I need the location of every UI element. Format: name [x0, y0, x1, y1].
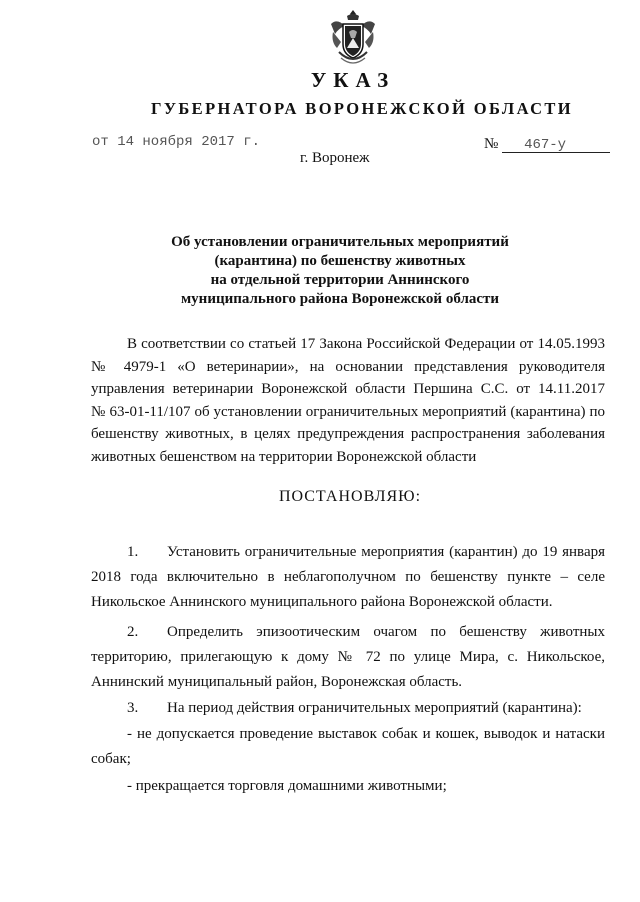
item-line: Аннинский муниципальный район, Воронежская область.: [91, 674, 463, 690]
heading-line: (карантина) по бешенству животных: [214, 253, 466, 269]
sub-item-line: - не допускается проведение выставок собак и кошек, выводок и натаски: [127, 726, 605, 742]
list-item: [91, 540, 605, 615]
sub-item: [91, 774, 605, 799]
item-text: На период действия ограничительных мероприятий (карантина):: [167, 700, 582, 716]
heading-line: муниципального района Воронежской области: [180, 291, 500, 307]
number-label: №: [484, 136, 499, 152]
item-number: 2.: [127, 624, 139, 640]
preamble-paragraph: [91, 333, 605, 468]
list-item-first-line: [91, 696, 605, 721]
document-number: [484, 136, 610, 153]
item-text: Определить эпизоотическим очагом по бешенству животных: [167, 624, 605, 640]
heading-line: на отдельной территории Аннинского: [210, 272, 470, 288]
document-type-title: УКАЗ: [310, 68, 396, 92]
item-line: территорию, прилегающую к дому № 72 по улице Мира, с. Никольское,: [91, 649, 605, 665]
heading-line: Об установлении ограничительных мероприятий: [171, 234, 509, 250]
document-heading: [130, 233, 550, 309]
item-line: 2018 года включительно в неблагополучном по бешенству пункте – селе: [91, 569, 605, 585]
issuer-subtitle: ГУБЕРНАТОРА ВОРОНЕЖСКОЙ ОБЛАСТИ: [150, 99, 574, 118]
sub-item-line: - прекращается торговля домашними животными;: [127, 778, 447, 794]
sub-item: [91, 722, 605, 772]
item-text: Установить ограничительные мероприятия (карантин) до 19 января: [167, 544, 605, 560]
preamble-line: бешенству животных, в целях предупреждения распространения заболевания: [91, 426, 605, 442]
coat-of-arms-emblem: [327, 8, 379, 68]
preamble-line: В соответствии со статьей 17 Закона Российской Федерации от 14.05.1993: [127, 336, 605, 352]
list-item-first-line: [91, 540, 605, 565]
list-item: [91, 696, 605, 721]
decree-word: ПОСТАНОВЛЯЮ:: [278, 488, 422, 505]
list-item: [91, 620, 605, 695]
item-number: 1.: [127, 544, 139, 560]
preamble-line: № 4979-1 «О ветеринарии», на основании представления руководителя: [91, 358, 605, 375]
item-line: Никольское Аннинского муниципального района Воронежской области.: [91, 594, 553, 610]
preamble-line: животных бешенством на территории Воронежской области: [91, 448, 477, 465]
list-item-first-line: [91, 620, 605, 645]
preamble-line: № 63-01-11/107 об установлении ограничительных мероприятий (карантина) по: [91, 403, 605, 420]
item-number: 3.: [127, 700, 139, 716]
number-value: 467-у: [502, 138, 610, 153]
preamble-line: управления ветеринарии Воронежской области Першина С.С. от 14.11.2017: [91, 381, 605, 397]
document-date: от 14 ноября 2017 г.: [92, 134, 261, 150]
city-name: г. Воронеж: [300, 150, 370, 166]
sub-item-line: собак;: [91, 751, 131, 767]
